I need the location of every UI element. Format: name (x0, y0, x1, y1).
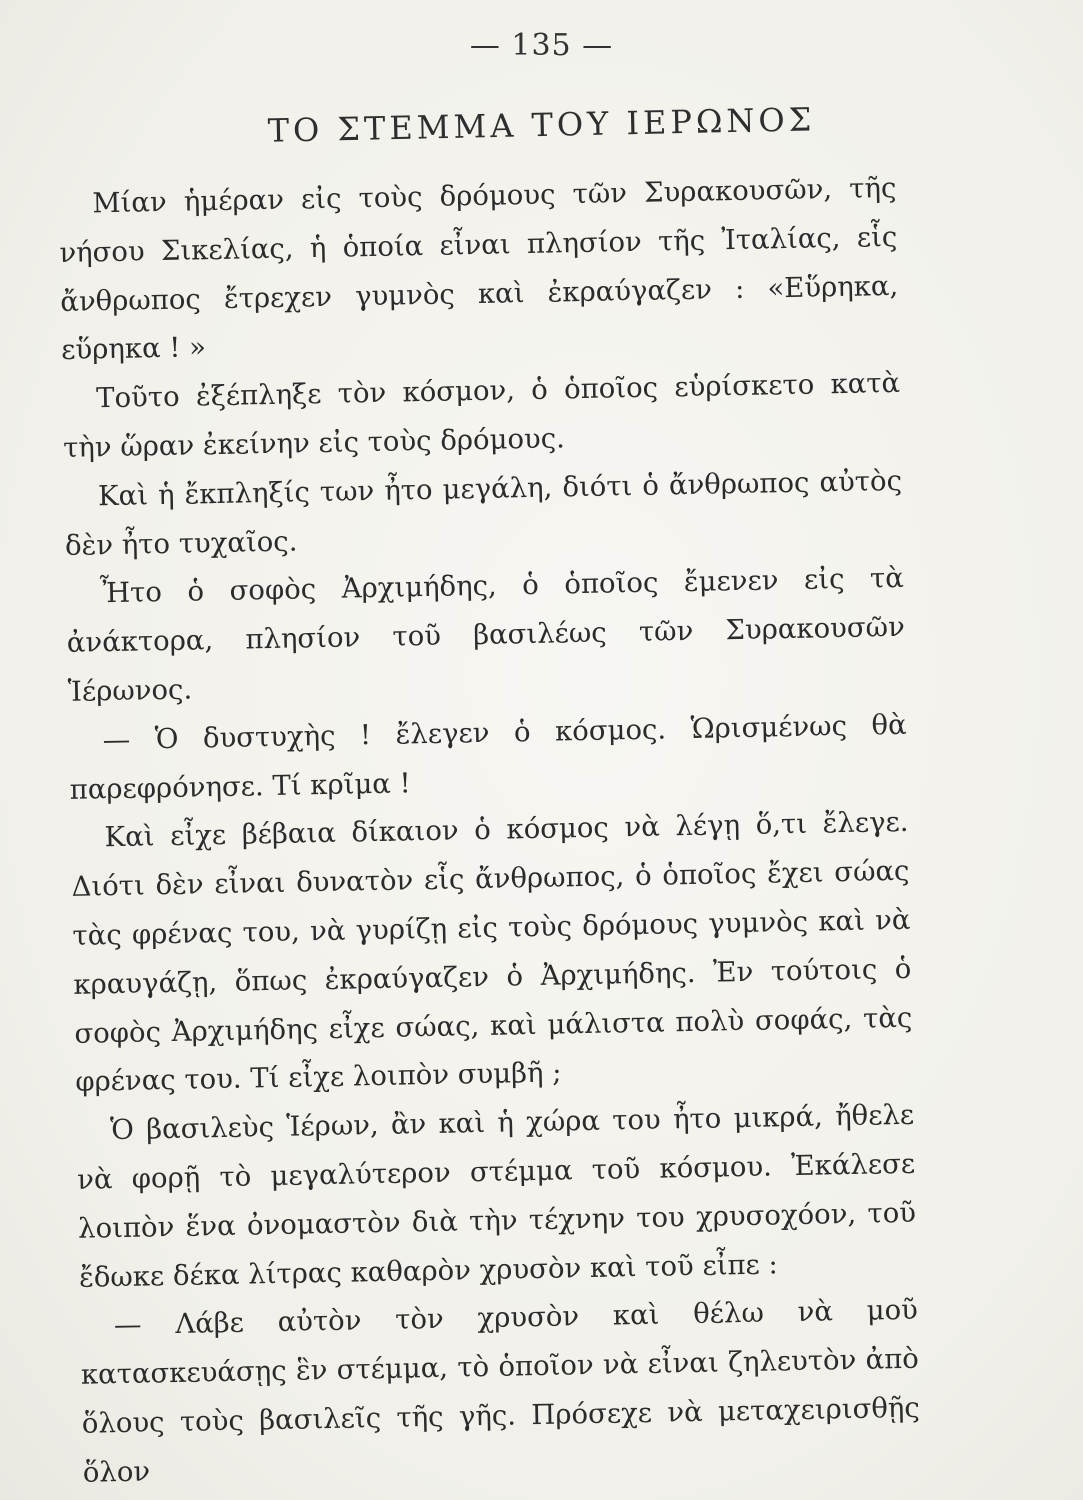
paragraph: Τοῦτο ἐξέπληξε τὸν κόσμον, ὁ ὁποῖος εὑρίσκετο κατὰ τὴν ὥραν ἐκείνην εἰς τοὺς δρόμους. (62, 367, 901, 464)
paragraph: Ἦτο ὁ σοφὸς Ἀρχιμήδης, ὁ ὁποῖος ἔμενεν εἰς τὰ ἀνάκτορα, πλησίον τοῦ βασιλέως τῶν Συρακουσῶν Ἱέρωνος. (66, 562, 906, 708)
paragraph: Καὶ ἡ ἔκπληξίς των ἦτο μεγάλη, διότι ὁ ἄνθρωπος αὐτὸς δὲν ἦτο τυχαῖος. (64, 464, 903, 562)
body-text (58, 164, 921, 1497)
paragraph: — Λάβε αὐτὸν τὸν χρυσὸν καὶ θέλω νὰ μοῦ κατασκευάσῃς ἓν στέμμα, τὸ ὁποῖον νὰ εἶναι ζηλευτὸν ἀπὸ ὅλους τοὺς βασιλεῖς τῆς γῆς. Πρόσεχε νὰ μεταχειρισθῇς ὅλον (80, 1294, 921, 1489)
paragraph: Μίαν ἡμέραν εἰς τοὺς δρόμους τῶν Συρακουσῶν, τῆς νήσου Σικελίας, ἡ ὁποία εἶναι πλησίον τῆς Ἰταλίας, εἷς ἄνθρωπος ἔτρεχεν γυμνὸς καὶ ἐκραύγαζεν : «Εὕρηκα, εὕρηκα ! » (59, 171, 899, 367)
paragraph: Καὶ εἶχε βέβαια δίκαιον ὁ κόσμος νὰ λέγῃ ὅ,τι ἔλεγε. Διότι δὲν εἶναι δυνατὸν εἷς ἄνθρωπος, ὁ ὁποῖος ἔχει σώας τὰς φρένας του, νὰ γυρίζῃ εἰς τοὺς δρόμους γυμνὸς καὶ νὰ κραυγάζῃ, ὅπως ἐκραύγαζεν ὁ Ἀρχιμήδης. Ἐν τούτοις ὁ σοφὸς Ἀρχιμήδης εἶχε σώας, καὶ μάλιστα πολὺ σοφάς, τὰς φρένας του. Τί εἶχε λοιπὸν συμβῆ ; (71, 806, 913, 1099)
paragraph: — Ὁ δυστυχὴς ! ἔλεγεν ὁ κόσμος. Ὡρισμένως θὰ παρεφρόνησε. Τί κρῖμα ! (69, 708, 907, 806)
paragraph: Ὁ βασιλεὺς Ἱέρων, ἂν καὶ ἡ χώρα του ἦτο μικρά, ἤθελε νὰ φορῇ τὸ μεγαλύτερον στέμμα τοῦ κόσμου. Ἐκάλεσε λοιπὸν ἕνα ὀνομαστὸν διὰ τὴν τέχνην του χρυσοχόον, τοῦ ἔδωκε δέκα λίτρας καθαρὸν χρυσὸν καὶ τοῦ εἶπε : (76, 1098, 917, 1294)
chapter-title: ΤΟ ΣΤΕΜΜΑ ΤΟΥ ΙΕΡΩΝΟΣ (267, 100, 816, 150)
page-number: — 135 — (469, 28, 614, 63)
